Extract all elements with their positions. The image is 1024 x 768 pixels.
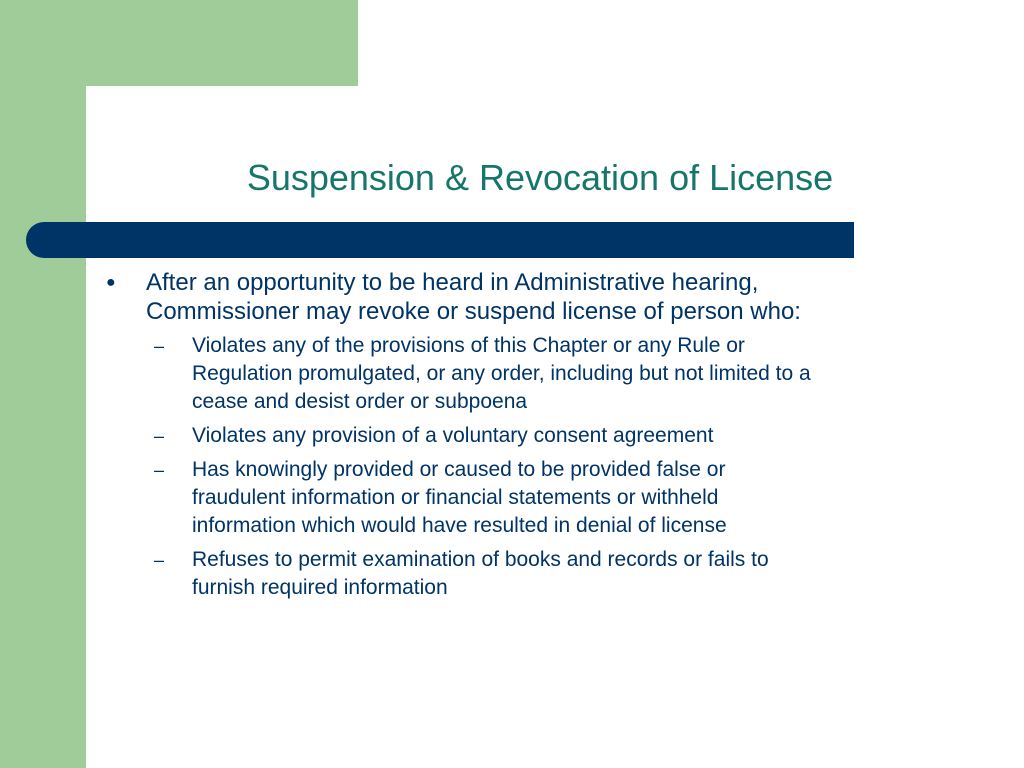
sub-bullet-line: Violates any of the provisions of this Chapter or any Rule or	[192, 334, 745, 357]
sub-bullet-line: Has knowingly provided or caused to be provided false or	[192, 458, 726, 481]
left-green-band	[0, 0, 86, 768]
slide-body	[100, 268, 980, 608]
sub-bullet-text	[192, 422, 962, 450]
dash-icon: –	[154, 550, 165, 570]
sub-bullet	[150, 546, 980, 602]
sub-bullet-text	[192, 332, 962, 416]
bullet-dot-icon: ●	[106, 274, 116, 291]
sub-bullet-line: furnish required information	[192, 576, 448, 599]
sub-bullet	[150, 456, 980, 540]
sub-bullet-line: Regulation promulgated, or any order, including but not limited to a	[192, 362, 811, 385]
sub-bullet	[150, 332, 980, 416]
sub-bullet-text	[192, 456, 962, 540]
top-green-block	[0, 0, 358, 86]
sub-bullet-list	[150, 332, 980, 602]
main-bullet-text	[146, 268, 906, 326]
sub-bullet-text	[192, 546, 962, 602]
dash-icon: –	[154, 460, 165, 480]
sub-bullet	[150, 422, 980, 450]
slide-title: Suspension & Revocation of License	[246, 157, 834, 198]
main-bullet-line-2: Commissioner may revoke or suspend license of person who:	[146, 298, 801, 325]
title-underline-bar	[26, 222, 854, 258]
main-bullet	[104, 268, 980, 326]
sub-bullet-line: Violates any provision of a voluntary consent agreement	[192, 424, 714, 447]
sub-bullet-line: Refuses to permit examination of books and records or fails to	[192, 548, 769, 571]
dash-icon: –	[154, 336, 165, 356]
main-bullet-line-1: After an opportunity to be heard in Administrative hearing,	[146, 269, 759, 296]
sub-bullet-line: cease and desist order or subpoena	[192, 390, 528, 413]
sub-bullet-line: information which would have resulted in denial of license	[192, 514, 727, 537]
sub-bullet-line: fraudulent information or financial statements or withheld	[192, 486, 719, 509]
dash-icon: –	[154, 426, 165, 446]
